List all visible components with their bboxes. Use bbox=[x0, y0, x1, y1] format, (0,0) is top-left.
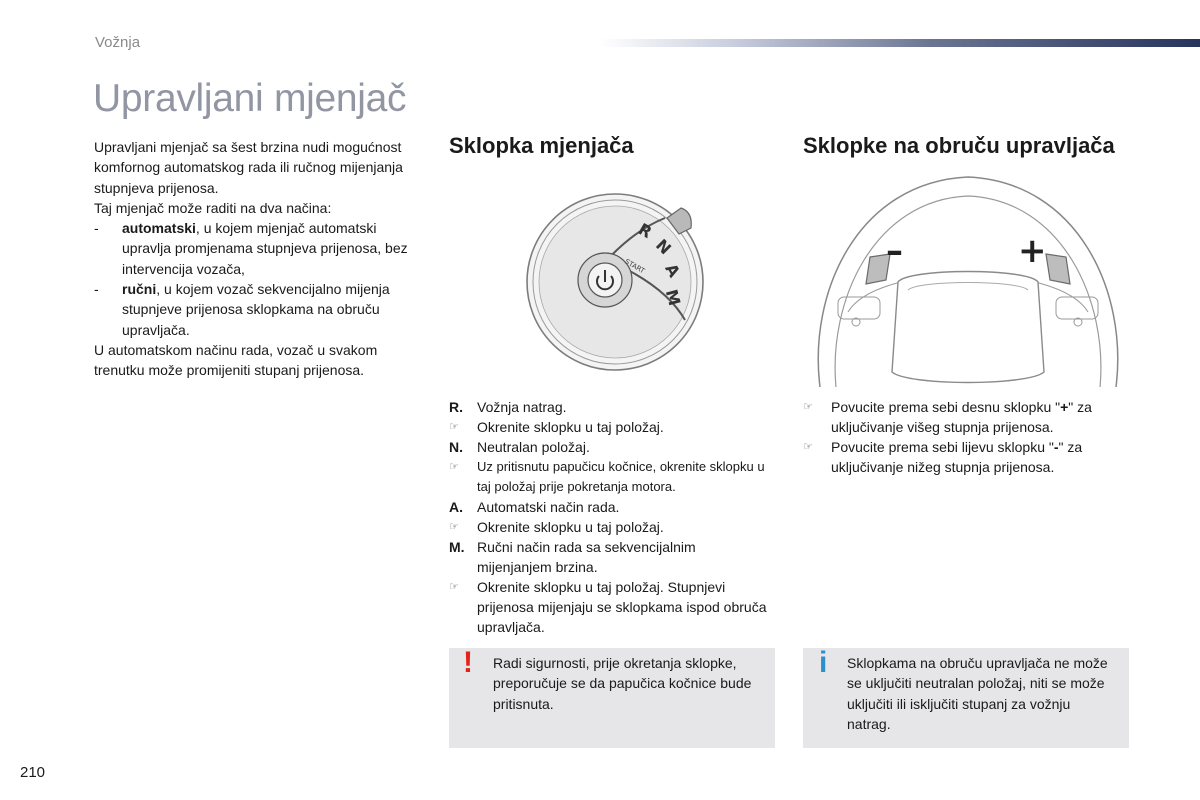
info-note bbox=[803, 648, 1129, 748]
list-item: - ručni, u kojem vozač sekvencijalno mijenja stupnjeve prijenosa sklopkama na obruču upravljača. bbox=[94, 281, 390, 338]
list-item: - automatski, u kojem mjenjač automatski upravlja promjenama stupnjeva prijenosa, bez intervencija vozača, bbox=[94, 220, 408, 277]
list-item: M. Ručni način rada sa sekvencijalnim mijenjanjem brzina. bbox=[449, 539, 696, 575]
gear-selector-steps bbox=[449, 397, 769, 637]
intro-paragraph-1: Upravljani mjenjač sa šest brzina nudi mogućnost komfornog automatskog rada ili ručnog mijenjanja stupnjeva prijenosa. bbox=[94, 139, 403, 196]
plus-symbol: + bbox=[1018, 231, 1047, 271]
gear-selector-knob-illustration bbox=[515, 190, 715, 375]
pointing-hand-icon: ☞ bbox=[449, 421, 459, 433]
intro-paragraph-3: U automatskom načinu rada, vozač u svakom trenutku može promijeniti stupanj prijenosa. bbox=[94, 341, 378, 379]
info-icon: i bbox=[819, 646, 828, 679]
list-item: A. Automatski način rada. bbox=[449, 499, 620, 515]
pointing-hand-icon: ☞ bbox=[449, 461, 459, 473]
knob-letter-n: N bbox=[652, 235, 676, 259]
gear-selector-heading: Sklopka mjenjača bbox=[449, 133, 634, 158]
list-item: ☞ Okrenite sklopku u taj položaj. bbox=[449, 519, 664, 535]
paddle-shifter-steps bbox=[803, 397, 1128, 477]
page-title: Upravljani mjenjač bbox=[93, 77, 407, 120]
right-paddle-icon bbox=[1046, 254, 1070, 284]
list-item: R. Vožnja natrag. bbox=[449, 399, 567, 415]
minus-symbol: – bbox=[886, 231, 903, 271]
paddle-shifters-heading: Sklopke na obruču upravljača bbox=[803, 133, 1115, 158]
knob-letter-r: R bbox=[635, 219, 656, 242]
warning-note bbox=[449, 648, 775, 748]
list-item: ☞ Okrenite sklopku u taj položaj. Stupnjevi prijenosa mijenjaju se sklopkama ispod obruča upravljača. bbox=[449, 579, 767, 635]
pointing-hand-icon: ☞ bbox=[803, 401, 813, 413]
list-item: ☞ Povucite prema sebi lijevu sklopku "-" za uključivanje nižeg stupnja prijenosa. bbox=[803, 439, 1083, 475]
list-item: ☞ Okrenite sklopku u taj položaj. bbox=[449, 419, 664, 435]
term-rucni: ručni bbox=[122, 281, 157, 298]
page-number: 210 bbox=[20, 764, 46, 781]
knob-letter-a: A bbox=[661, 260, 684, 281]
pointing-hand-icon: ☞ bbox=[449, 521, 459, 533]
list-item: ☞ Povucite prema sebi desnu sklopku "+" za uključivanje višeg stupnja prijenosa. bbox=[803, 399, 1092, 435]
steering-wheel-illustration bbox=[808, 172, 1128, 390]
intro-text bbox=[94, 137, 429, 381]
warning-note-text: Radi sigurnosti, prije okretanja sklopke, preporučuje se da papučica kočnice bude pritisnuta. bbox=[493, 655, 752, 712]
warning-icon: ! bbox=[463, 646, 473, 679]
list-item: ☞ Uz pritisnutu papučicu kočnice, okrenite sklopku u taj položaj prije pokretanja motora. bbox=[449, 459, 765, 494]
intro-paragraph-2: Taj mjenjač može raditi na dva načina: bbox=[94, 199, 332, 216]
pointing-hand-icon: ☞ bbox=[803, 441, 813, 453]
section-label: Vožnja bbox=[95, 34, 141, 51]
knob-letter-m: M bbox=[661, 287, 685, 308]
knob-start-label: START bbox=[623, 257, 646, 276]
info-note-text: Sklopkama na obruču upravljača ne može se uključiti neutralan položaj, niti se može uključiti ili isključiti stupanj za vožnju natrag. bbox=[847, 655, 1108, 732]
pointing-hand-icon: ☞ bbox=[449, 581, 459, 593]
header-gradient-bar bbox=[600, 39, 1200, 47]
term-automatski: automatski bbox=[122, 220, 196, 237]
list-item: N. Neutralan položaj. bbox=[449, 439, 590, 455]
